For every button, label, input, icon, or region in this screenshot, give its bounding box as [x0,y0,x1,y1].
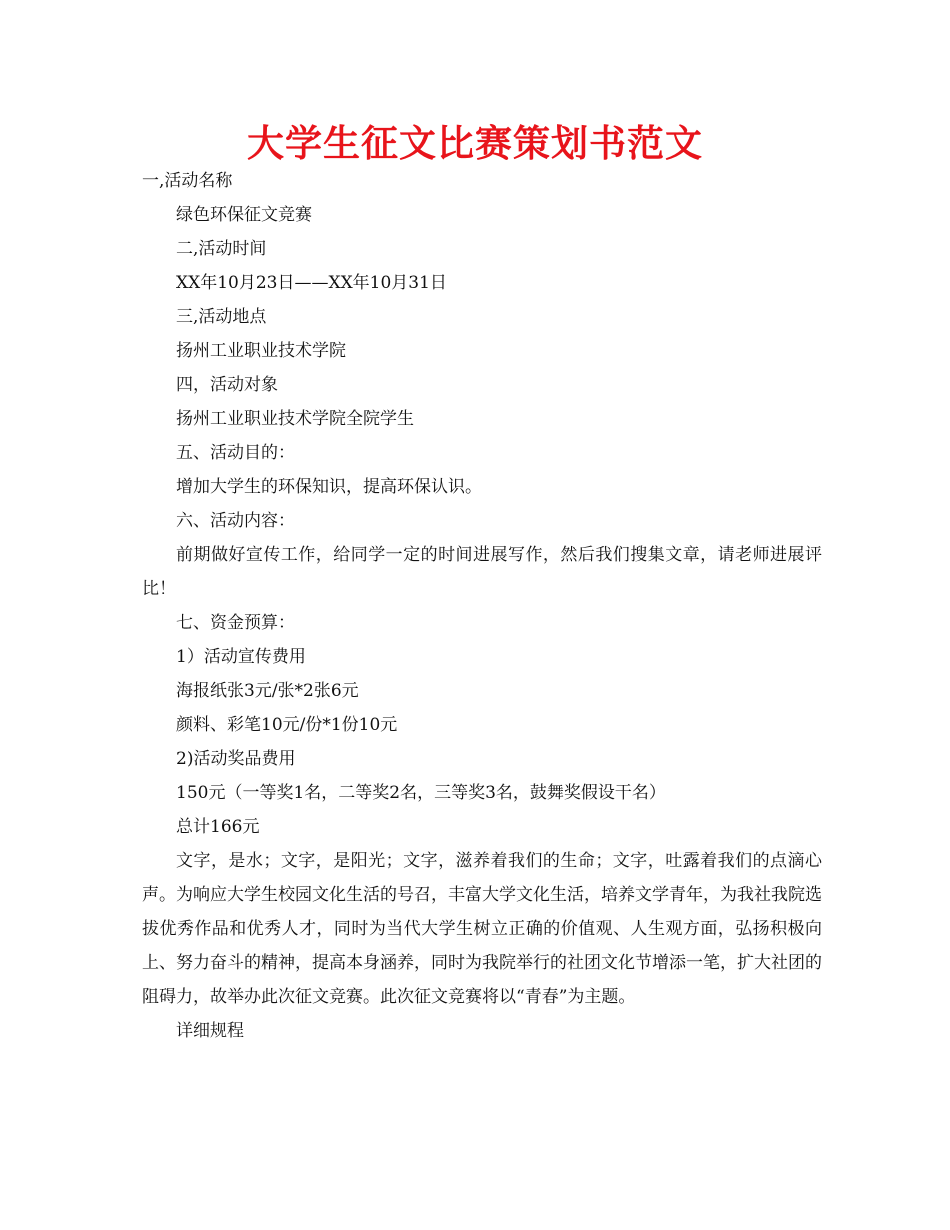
section-heading-time: 二,活动时间 [176,239,267,259]
section-heading-purpose: 五、活动目的： [176,443,295,463]
activity-location-value: 扬州工业职业技术学院 [176,341,346,361]
activity-name-value: 绿色环保征文竞赛 [176,205,312,225]
budget-item-prizes: 2)活动奖品费用 [176,749,296,769]
section-heading-audience: 四，活动对象 [176,375,278,395]
budget-item-prize-detail: 150元（一等奖1名，二等奖2名，三等奖3名，鼓舞奖假设干名） [176,783,666,803]
activity-content-paragraph: 前期做好宣传工作，给同学一定的时间进展写作，然后我们搜集文章，请老师进展评比！ [142,545,822,599]
section-heading-content: 六、活动内容： [176,511,295,531]
activity-purpose-value: 增加大学生的环保知识，提高环保认识。 [176,477,482,497]
section-heading-location: 三,活动地点 [176,307,267,327]
budget-item-poster: 海报纸张3元/张*2张6元 [176,681,359,701]
activity-time-value: XX年10月23日——XX年10月31日 [176,273,447,293]
detailed-rules-heading: 详细规程 [176,1021,244,1041]
budget-item-paint: 颜料、彩笔10元/份*1份10元 [176,715,398,735]
section-heading-budget: 七、资金预算： [176,613,295,633]
document-title: 大学生征文比赛策划书范文 [247,122,703,165]
activity-audience-value: 扬州工业职业技术学院全院学生 [176,409,414,429]
document-body [142,164,822,1048]
section-heading-name: 一,活动名称 [142,171,233,191]
budget-total: 总计166元 [176,817,260,837]
essay-intro-paragraph: 文字，是水；文字，是阳光；文字，滋养着我们的生命；文字，吐露着我们的点滴心声。为响应大学生校园文化生活的号召，丰富大学文化生活，培养文学青年，为我社我院选拔优秀作品和优秀人才，同时为当代大学生树立正确的价值观、人生观方面，弘扬积极向上、努力奋斗的精神，提高本身涵养，同时为我院举行的社团文化节增添一笔，扩大社团的阻碍力，故举办此次征文竞赛。此次征文竞赛将以“青春”为主题。 [142,851,822,1007]
budget-item-promotion: 1）活动宣传费用 [176,647,306,667]
